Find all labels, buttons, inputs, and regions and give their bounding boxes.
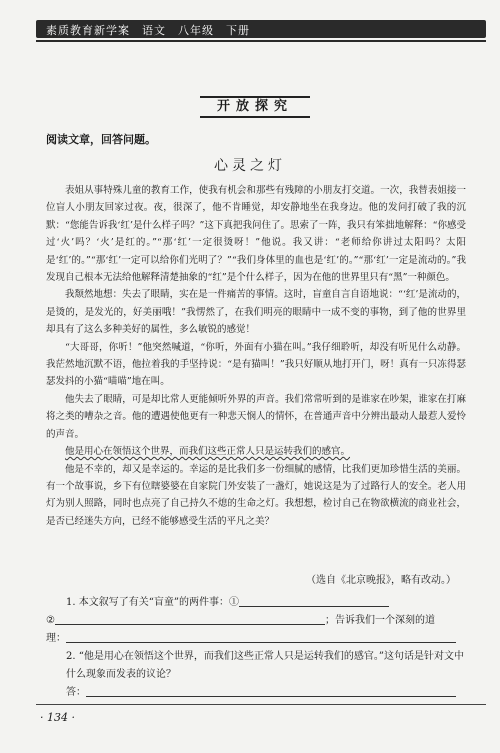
answer-blank[interactable] [239, 594, 389, 607]
answer-blank[interactable] [66, 630, 456, 643]
question-section [46, 594, 466, 702]
question-2: 2. “他是用心在领悟这个世界，而我们这些正常人只是运转我们的感官。”这句话是针对文中什么现象而发表的议论？ [66, 651, 464, 680]
article-paragraph: 表姐从事特殊儿童的教育工作，使我有机会和那些有残障的小朋友打交道。一次，我替表姐接一位盲人小朋友回家过夜。夜，很深了，他不肯睡觉，却安静地坐在我身边。他的发问打破了我的沉默：“您能告诉我‘红’是什么样子吗？”这下真把我问住了。思索了一阵，我只有笨拙地解释：“你感受过‘火’吗？‘火’是红的。”“那‘红’一定很烫呀！”他说。我又讲：“老师给你讲过太阳吗？太阳是‘红’的。”“那‘红’一定可以给你们光明了？”“我们身体里的血也是‘红’的。”“那‘红’一定是流动的。”我发现自己根本无法给他解释清楚抽象的“红”是个什么样子，因为在他的世界里只有“黑”一种颜色。 [46, 185, 466, 284]
header-rule [36, 40, 486, 42]
page-header [36, 20, 486, 42]
article-paragraph: 他是不幸的，却又是幸运的。幸运的是比我们多一份细腻的感情，比我们更加珍惜生活的美丽。有一个故事说，乡下有位瞎婆婆在自家院门外安装了一盏灯，她说这是为了过路行人的安全。老人用灯为别人照路，同时也点亮了自己持久不熄的生命之灯。我想想，检讨自己在物欲横流的商业社会，是否已经迷失方向，已经不能够感受生活的平凡之美？ [46, 463, 466, 527]
answer-blank[interactable] [86, 684, 456, 697]
question-1-marker: ② [46, 615, 55, 626]
question-1-line-3 [46, 630, 466, 648]
page-number: · 134 · [40, 711, 75, 724]
question-1-prefix: 1. 本文叙写了有关“盲童”的两件事：① [66, 597, 239, 608]
article-paragraph: 我颓然地想：失去了眼睛，实在是一件痛苦的事情。这时，盲童自言自语地说：“‘红’是流动的，是烫的，是发光的，好美丽哦！”我愣然了，在我们明亮的眼睛中一成不变的事物，到了他的世界里却具有了这么多种美好的属性，多么敏锐的感觉！ [46, 289, 466, 336]
article-body [46, 182, 466, 530]
article-paragraph: “大哥哥，你听！”他突然喊道，“你听，外面有小猫在叫。”我仔细聆听，却没有听见什么动静。我茫然地沉默不语，他拉着我的手坚持说：“是有猫叫！”我只好顺从地打开门，呀！真有一只冻得瑟瑟发抖的小猫“喵喵”地在叫。 [46, 341, 466, 388]
section-title: 开放探究 [200, 96, 310, 118]
answer-blank[interactable] [55, 612, 325, 625]
question-1 [46, 594, 466, 612]
wavy-underlined-sentence: 他是用心在领悟这个世界，而我们这些正常人只是运转我们的感官。 [65, 446, 351, 458]
question-1-line-2 [46, 612, 466, 630]
question-1-suffix: ；告诉我们一个深刻的道 [324, 615, 435, 626]
question-1-end: 理： [46, 633, 66, 644]
reading-instruction: 阅读文章，回答问题。 [46, 133, 156, 146]
highlighted-paragraph [46, 443, 466, 460]
question-2-answer [46, 684, 466, 702]
header-title: 素质教育新学案 语文 八年级 下册 [46, 24, 250, 37]
article-source: （选自《北京晚报》，略有改动。） [306, 575, 456, 586]
footer-rule [36, 704, 486, 705]
article-paragraph: 他失去了眼睛，可是却比常人更能倾听外界的声音。我们常常听到的是谁家在吵架，谁家在打麻将之类的嘈杂之音。他的遭遇使他更有一种悲天悯人的情怀，在普通声音中分辨出最动人最惹人爱怜的声音。 [46, 393, 466, 440]
article-title: 心灵之灯 [214, 158, 286, 174]
answer-label: 答： [66, 687, 86, 698]
